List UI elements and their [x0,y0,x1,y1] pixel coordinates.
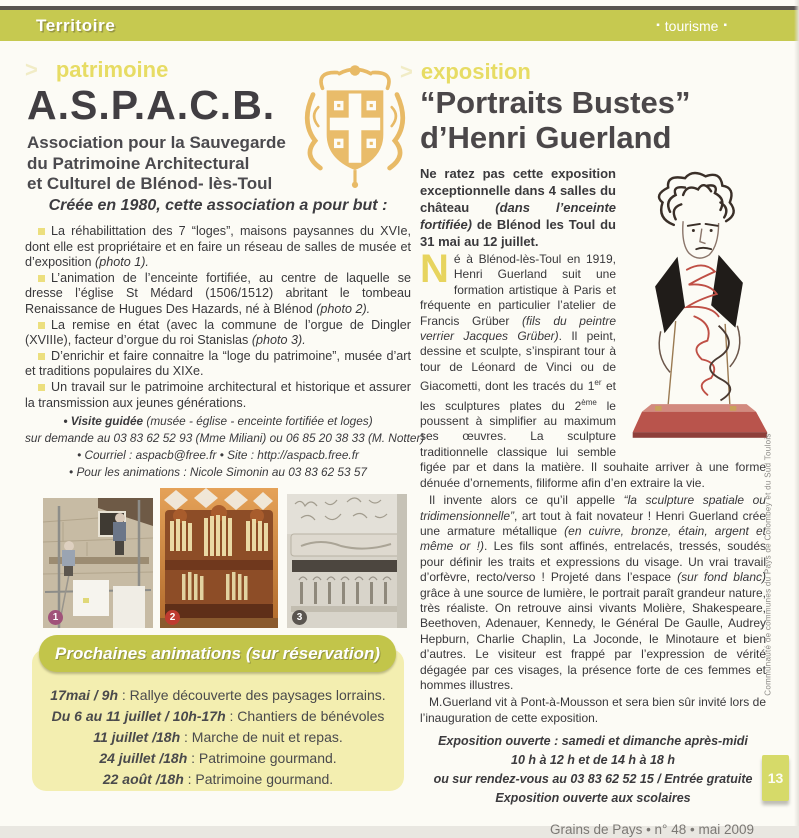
hours-line-4: Exposition ouverte aux scolaires [495,791,691,806]
chevron-right-icon: > [400,59,413,84]
animation-item [32,706,404,727]
subtitle-line-2: du Patrimoine Architectural [27,153,250,173]
hours-line-3: ou sur rendez-vous au 03 83 62 52 15 / Entrée gratuite [433,772,753,787]
purpose-bullet-list [25,224,411,412]
article-title-aspacb: A.S.P.A.C.B. [27,82,276,128]
square-icon: ▪ [656,19,660,31]
exposition-body [420,165,766,838]
superscript-text: ème [581,397,597,407]
scan-right-edge [794,0,799,826]
banner-tourisme-label [656,18,727,34]
animation-item [32,727,404,748]
subtitle-line-3: et Culturel de Blénod- lès-Toul [27,174,273,193]
body-text: . Les fils sont affinés, entrelacés, tressés, soudés pour définir les traits et expressions du visage. Un vrai travail d’orfèvre, recto/verso ! Projeté dans l’espace [420,539,766,585]
chevron-right-icon: > [25,57,38,82]
animation-item [32,769,404,790]
square-icon: ▪ [723,19,727,31]
animation-text: : Patrimoine gourmand. [183,771,334,787]
animation-date: Du 6 au 11 juillet / 10h-17h [51,708,226,724]
body-text: et les sculptures plates du 2 [420,379,617,413]
photo-3-tomb [287,494,407,628]
exposition-hours-block [420,732,766,808]
bullet-square-icon [38,228,45,235]
animation-item [32,685,404,706]
photo-2-image [160,488,278,628]
animation-date: 11 juillet /18h [93,729,181,745]
dropcap-letter: N [420,247,449,291]
animation-text: : Patrimoine gourmand. [187,750,337,766]
bullet-square-icon [38,353,45,360]
photo-number-badge: 3 [292,610,307,625]
subtitle-line-1: Association pour la Sauvegarde [27,133,286,152]
photo-reference: (photo 1). [95,255,149,270]
bullet-text: La remise en état (avec la commune de l’orgue de Dingler (XVIIIe), facteur d’orgue du roi Stanislas [25,317,411,348]
animations-title-text: Prochaines animations (sur réservation) [55,643,380,663]
body-italic-text: (fils du peintre verrier Jacques Grüber) [420,313,617,344]
bullet-item [25,224,411,271]
visite-line-1 [25,413,411,430]
photo-reference: (photo 3). [251,333,306,348]
animation-date: 24 juillet /18h [99,750,188,766]
visite-guidee-detail: (musée - église - enceinte fortifiée et loges) [143,414,373,428]
body-text: , art tout à fait novateur ! Henri Guerland crée une armature métallique [420,508,766,538]
photo-1-image [43,498,153,628]
page-number-badge: 13 [762,755,789,801]
bullet-text: D’enrichir et faire connaitre la “loge du patrimoine”, musée d’art et traditions populaires du XIXe. [25,348,411,379]
coat-of-arms-image [297,61,413,189]
bullet-item [25,349,411,380]
patrimoine-article [25,57,425,817]
section-label-patrimoine [25,57,168,83]
exposition-label-text: exposition [420,59,531,84]
visite-guidee-label: • Visite guidée [63,414,144,428]
bullet-text: L’animation de l’enceinte fortifiée, au centre de laquelle se dresse l’église St Médard (1506/1512) abritant le tombeau Renaissance de Hugues Des Hazards, né à Blénod [25,270,411,316]
photo-1-renovation [43,498,153,628]
visite-guidee-block [25,413,425,481]
bullet-item [25,380,411,411]
magazine-footer: Grains de Pays • n° 48 • mai 2009 [550,822,754,838]
animation-text: : Rallye découverte des paysages lorrains. [118,687,386,703]
body-text: é à Blénod-lès-Toul en 1919, Henri Guerland suit une formation artistique à Paris et fréquente en particulier l’atelier de Francis Grüber [420,252,616,328]
bullet-square-icon [38,384,45,391]
top-banner [0,10,799,41]
section-label-exposition [400,59,531,85]
edge-credit-text: Communauté de communes du Pays de Colombey et du Sud Toulois [763,433,773,696]
photo-2-organ [160,488,278,628]
body-italic-text: (en cuivre, bronze, étain, argent et même or !) [420,523,766,554]
association-purpose-intro: Créée en 1980, cette association a pour but : [48,197,388,214]
animations-title-banner [39,635,396,672]
body-text: . Il peint, dessine et sculpte, s’inspirant tour à tour de Léonard de Vinci ou de Giacometti, dont les tracés du 1 [420,329,616,394]
visite-animations-contact-line: • Pour les animations : Nicole Simonin au 03 83 62 53 57 [69,465,367,479]
photo-strip [43,488,407,628]
exposition-title-line-2: d’Henri Guerland [420,120,672,155]
body-text: le poussent à simplifier au maximum ses œuvres. La sculpture traditionnelle classique lui semble figée par et dans la matière. Il souhaite arriver à une forme dénuée d’ornements, filiforme afin d’en extraire la vie. [420,398,766,490]
superscript-text: er [594,378,602,388]
bullet-text: Un travail sur le patrimoine architectural et historique et assurer la transmission aux jeunes générations. [25,379,411,410]
animation-date: 22 août /18h [102,771,184,787]
lead-italic-text: (dans l’enceinte fortifiée) [420,200,616,232]
exposition-title [420,85,690,155]
tourisme-text: tourisme [664,17,719,34]
patrimoine-label-text: patrimoine [55,57,169,82]
animation-item [32,748,404,769]
body-text: Il invente alors ce qu’il appelle [429,493,624,508]
visite-phone-line: sur demande au 03 83 62 52 93 (Mme Miliani) ou 06 85 20 38 33 (M. Notter) [25,431,425,445]
photo-number-badge: 1 [48,610,63,625]
body-text: grâce à une source de lumière, le portrait paraît grandeur nature, très réaliste. On retrouve ainsi vivants Molière, Shakespeare, Beethoven, Adenauer, Kennedy, le Général De Gaulle, Audrey Hepburn, Charlie Chaplin, La Joconde, le Minotaure et bien d’autres. Le visiteur est frappé par l’expression de vérité dégagée par ces visages, la présence forte de ces femmes et hommes illustres. [420,585,766,692]
photo-reference: (photo 2). [316,301,371,316]
photo-3-image [287,494,407,628]
lead-text: Ne ratez pas cette exposition exceptionnelle dans 4 salles du château [420,166,616,215]
banner-territoire-label: Territoire [36,15,116,35]
bullet-item [25,271,411,318]
hours-line-2: 10 h à 12 h et de 14 h à 18 h [511,753,675,768]
hours-line-1: Exposition ouverte : samedi et dimanche après-midi [438,734,748,749]
sculpture-technique-paragraph [420,493,766,693]
exposition-title-line-1: “Portraits Bustes” [420,85,691,120]
lead-text: de Blénod les Toul du 31 mai au 12 juillet. [420,217,616,249]
animation-text: : Chantiers de bénévoles [225,708,385,724]
body-italic-text: (sur fond blanc) [677,570,766,585]
closing-paragraph: M.Guerland vit à Pont-à-Mousson et sera bien sûr invité lors de l’inauguration de cette exposition. [420,695,766,725]
bullet-item [25,318,411,349]
photo-number-badge: 2 [165,610,180,625]
animation-text: : Marche de nuit et repas. [180,729,343,745]
bullet-square-icon [38,275,45,282]
beethoven-wire-sculpture-image [624,167,774,449]
visite-email-site-line: • Courriel : aspacb@free.fr • Site : http://aspacb.free.fr [77,448,359,462]
body-italic-text: “la sculpture spatiale ou tridimensionnelle” [420,493,766,523]
bullet-text: La réhabilittation des 7 “loges”, maisons paysannes du XVIe, dont elle est propriétaire et en faire un réseau de salles de musée et d’exposition [25,224,411,270]
animation-date: 17mai / 9h [50,687,118,703]
association-subtitle [27,133,299,195]
bullet-square-icon [38,322,45,329]
